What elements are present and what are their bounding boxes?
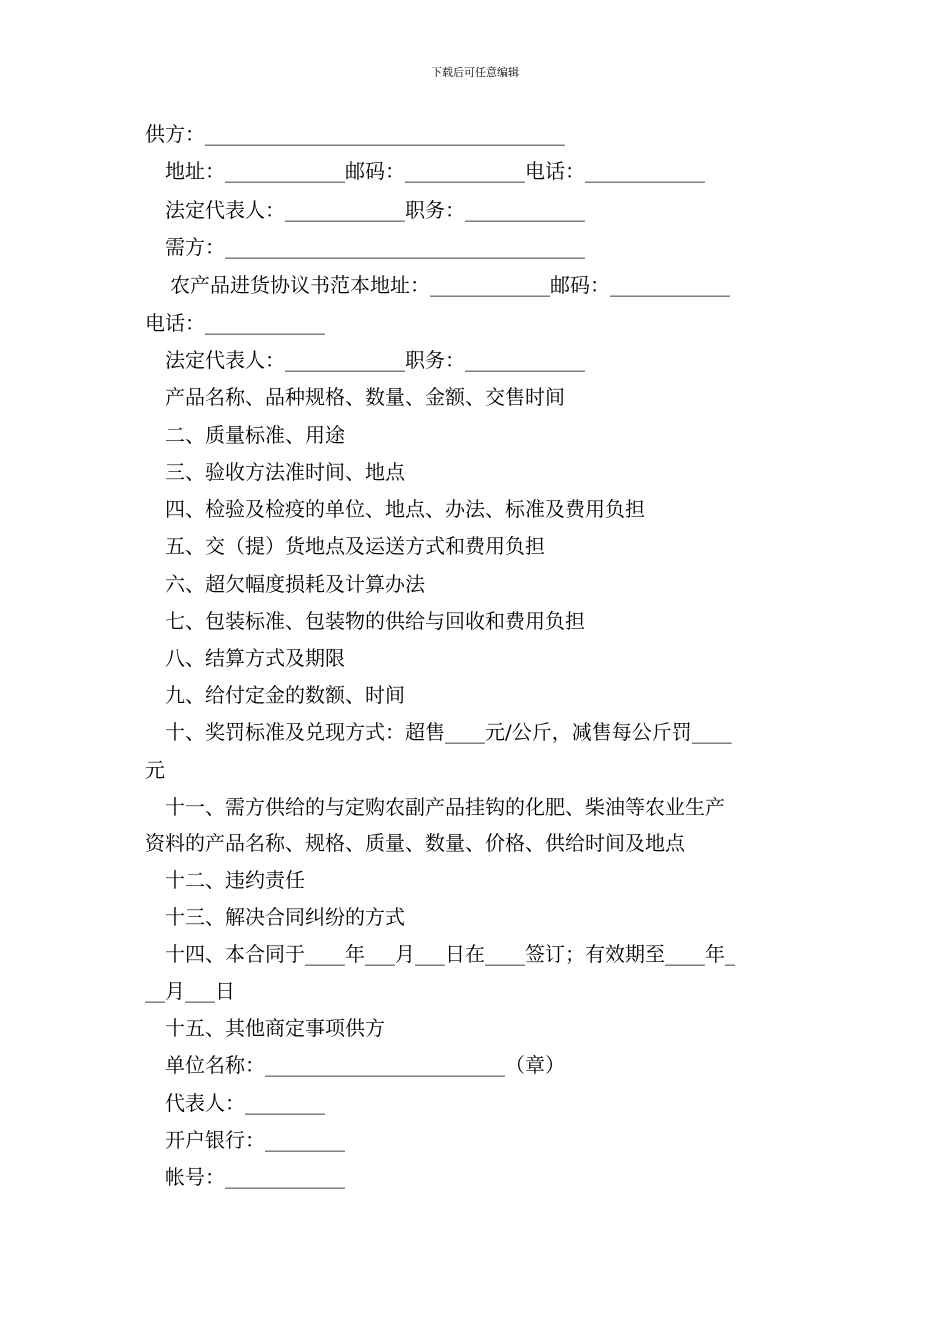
clause-11-cont: 资料的产品名称、规格、质量、数量、价格、供给时间及地点	[145, 831, 685, 855]
clause-10: 十、奖罚标准及兑现方式：超售____元/公斤，减售每公斤罚____	[165, 720, 732, 744]
clause-4: 四、检验及检疫的单位、地点、办法、标准及费用负担	[165, 497, 645, 521]
unit-name-line[interactable]: 单位名称：________________________（章）	[165, 1053, 565, 1077]
clause-9: 九、给付定金的数额、时间	[165, 683, 405, 707]
clause-11: 十一、需方供给的与定购农副产品挂钩的化肥、柴油等农业生产	[165, 795, 725, 819]
clause-14: 十四、本合同于____年___月___日在____签订；有效期至____年_	[165, 942, 735, 966]
clause-12: 十二、违约责任	[165, 868, 305, 892]
clause-10-cont: 元	[145, 758, 165, 782]
supplier-line	[145, 121, 565, 147]
bank-line[interactable]: 开户银行：________	[165, 1128, 345, 1152]
legal-rep-blank[interactable]: ____________	[285, 198, 405, 222]
buyer-position-label: 职务：	[405, 348, 465, 372]
buyer-postcode-label: 邮码：	[550, 273, 610, 297]
postcode-blank[interactable]: ____________	[405, 159, 525, 183]
buyer-address-blank[interactable]: ____________	[430, 273, 550, 297]
buyer-phone-line	[145, 310, 325, 336]
postcode-label: 邮码：	[345, 159, 405, 183]
position-blank[interactable]: ____________	[465, 198, 585, 222]
clause-14-cont: __月___日	[145, 979, 235, 1003]
buyer-phone-label: 电话：	[145, 311, 205, 335]
buyer-address-label: 农产品进货协议书范本地址：	[170, 273, 430, 297]
account-line[interactable]: 帐号：____________	[165, 1165, 345, 1189]
clause-5: 五、交（提）货地点及运送方式和费用负担	[165, 534, 545, 558]
phone-label: 电话：	[525, 159, 585, 183]
buyer-legal-rep-blank[interactable]: ____________	[285, 348, 405, 372]
clause-8: 八、结算方式及期限	[165, 646, 345, 670]
buyer-phone-blank[interactable]: ____________	[205, 311, 325, 335]
buyer-line	[165, 234, 585, 260]
buyer-position-blank[interactable]: ____________	[465, 348, 585, 372]
page-header: 下载后可任意编辑	[431, 66, 519, 79]
buyer-postcode-blank[interactable]: ____________	[610, 273, 730, 297]
supplier-label: 供方：	[145, 122, 205, 146]
clause-1: 产品名称、品种规格、数量、金额、交售时间	[165, 385, 565, 409]
position-label: 职务：	[405, 198, 465, 222]
address-label: 地址：	[165, 159, 225, 183]
phone-blank[interactable]: ____________	[585, 159, 705, 183]
legal-rep-label: 法定代表人：	[165, 198, 285, 222]
buyer-blank[interactable]: ____________________________________	[225, 235, 585, 259]
supplier-blank[interactable]: ____________________________________	[205, 122, 565, 146]
clause-7: 七、包装标准、包装物的供给与回收和费用负担	[165, 609, 585, 633]
buyer-rep-line	[165, 347, 585, 373]
clause-3: 三、验收方法准时间、地点	[165, 460, 405, 484]
clause-13: 十三、解决合同纠纷的方式	[165, 905, 405, 929]
address-blank[interactable]: ____________	[225, 159, 345, 183]
clause-6: 六、超欠幅度损耗及计算办法	[165, 572, 425, 596]
buyer-legal-rep-label: 法定代表人：	[165, 348, 285, 372]
clause-15: 十五、其他商定事项供方	[165, 1016, 385, 1040]
buyer-label: 需方：	[165, 235, 225, 259]
supplier-address-line	[165, 158, 705, 184]
buyer-address-line	[170, 272, 730, 298]
supplier-rep-line	[165, 197, 585, 223]
representative-line[interactable]: 代表人：________	[165, 1091, 325, 1115]
clause-2: 二、质量标准、用途	[165, 423, 345, 447]
